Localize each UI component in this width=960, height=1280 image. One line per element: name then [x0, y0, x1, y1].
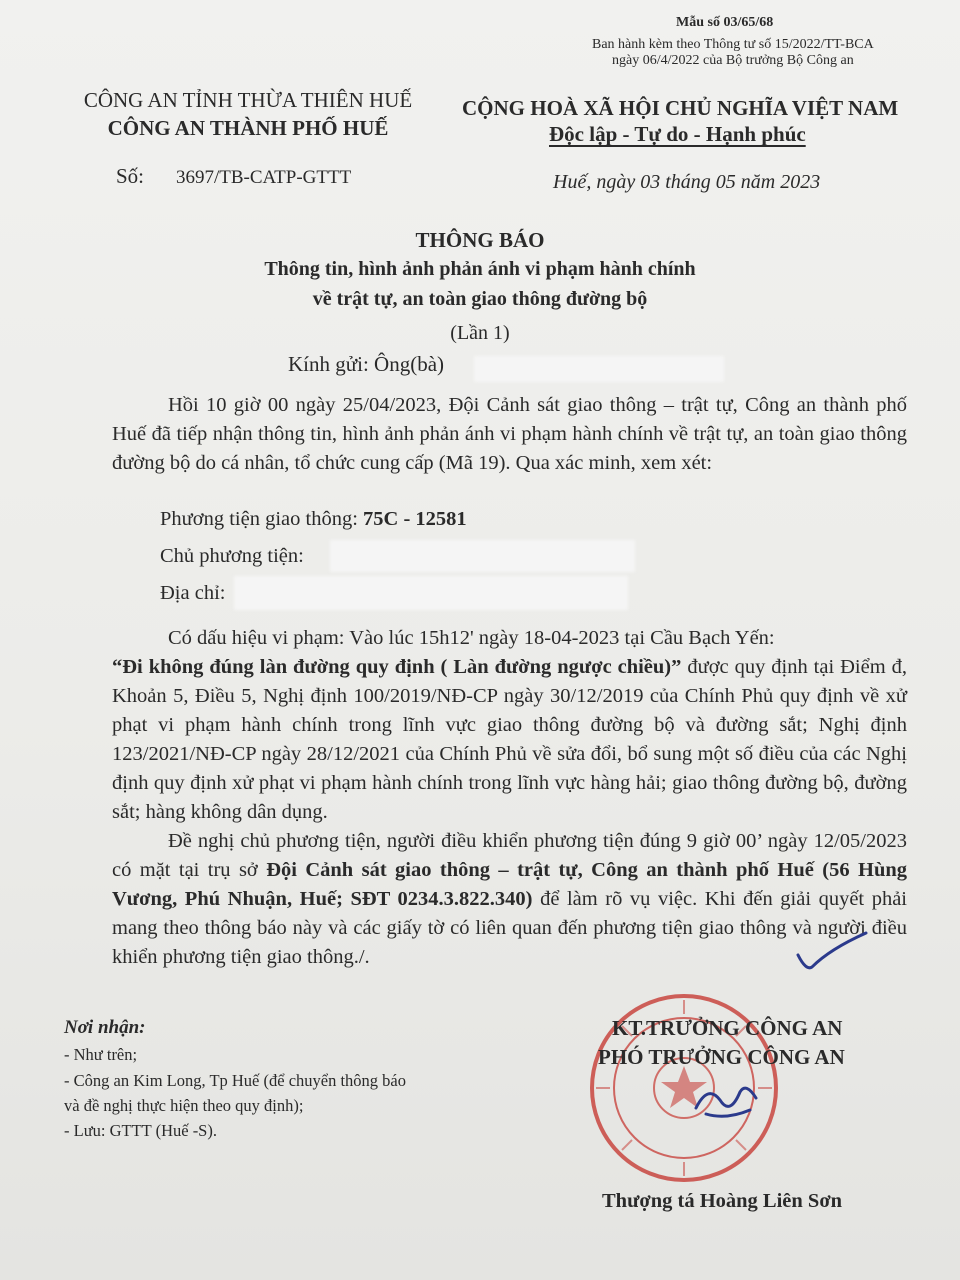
vehicle-plate: 75C - 12581	[363, 508, 467, 530]
recipient-label: Kính gửi: Ông(bà)	[288, 352, 445, 376]
doc-subtitle-2: về trật tự, an toàn giao thông đường bộ	[312, 288, 648, 310]
issuing-organization	[74, 86, 422, 142]
address-label: Địa chỉ:	[160, 582, 226, 604]
doc-notice-count: (Lần 1)	[450, 322, 510, 344]
national-title: CỘNG HOÀ XÃ HỘI CHỦ NGHĨA VIỆT NAM	[462, 96, 899, 120]
recipient-item: - Công an Kim Long, Tp Huế (để chuyển thông báo	[64, 1071, 407, 1090]
intro-text: Hồi 10 giờ 00 ngày 25/04/2023, Đội Cảnh sát giao thông – trật tự, Công an thành phố Huế đã tiếp nhận thông tin, hình ảnh phản ánh vi phạm hành chính về trật tự, an toàn giao thông đường bộ do cá nhân, tổ chức cung cấp (Mã 19). Qua xác minh, xem xét:	[112, 394, 907, 474]
redacted-address	[234, 576, 628, 610]
recipient-item: - Như trên;	[64, 1045, 138, 1064]
vehicle-row	[160, 508, 467, 531]
request-text-2: để làm rõ vụ việc. Khi đến giải quyết phải mang theo thông báo này và các giấy tờ có liên quan đến phương tiện giao thông và người điều khiển phương tiện giao thông./.	[112, 888, 907, 968]
violation-description: “Đi không đúng làn đường quy định ( Làn đường ngược chiều)”	[112, 656, 682, 678]
form-issued-line-2: ngày 06/4/2022 của Bộ trưởng Bộ Công an	[612, 53, 854, 68]
recipient-item: - Lưu: GTTT (Huế -S).	[64, 1121, 217, 1140]
owner-label: Chủ phương tiện:	[160, 545, 304, 567]
request-text-1: Đề nghị chủ phương tiện, người điều khiển phương tiện đúng 9 giờ 00’ ngày 12/05/2023 có mặt tại trụ sở	[112, 830, 907, 881]
handwritten-signature-icon	[686, 1070, 766, 1130]
checkmark-icon	[790, 915, 870, 975]
form-issued-line-1: Ban hành kèm theo Thông tư số 15/2022/TT-BCA	[592, 37, 874, 52]
signature-title-1: KT.TRƯỞNG CÔNG AN	[612, 1016, 843, 1040]
org-name: CÔNG AN THÀNH PHỐ HUẾ	[107, 116, 389, 140]
recipient-item: và đề nghị thực hiện theo quy định);	[64, 1096, 304, 1115]
request-location: Đội Cảnh sát giao thông – trật tự, Công an thành phố Huế (56 Hùng Vương, Phú Nhuận, Huế; SĐT 0234.3.822.340)	[112, 859, 908, 910]
doc-title: THÔNG BÁO	[415, 228, 545, 252]
redacted-recipient	[474, 356, 724, 382]
doc-date: Huế, ngày 03 tháng 05 năm 2023	[553, 171, 821, 193]
violation-paragraph	[112, 624, 907, 827]
signature-title-2: PHÓ TRƯỞNG CÔNG AN	[598, 1045, 845, 1069]
request-paragraph	[112, 827, 907, 972]
org-parent: CÔNG AN TỈNH THỪA THIÊN HUẾ	[83, 88, 413, 112]
form-number: Mẫu số 03/65/68	[676, 15, 774, 30]
national-motto: Độc lập - Tự do - Hạnh phúc	[549, 122, 806, 146]
redacted-owner	[330, 540, 635, 572]
violation-intro: Có dấu hiệu vi phạm: Vào lúc 15h12' ngày 18-04-2023 tại Cầu Bạch Yến:	[168, 627, 775, 649]
recipients-heading: Nơi nhận:	[64, 1017, 146, 1038]
doc-number: 3697/TB-CATP-GTTT	[176, 167, 352, 188]
vehicle-label: Phương tiện giao thông:	[160, 508, 358, 530]
signer-name: Thượng tá Hoàng Liên Sơn	[602, 1190, 843, 1212]
body-paragraph-1	[112, 391, 907, 478]
violation-legal-basis: được quy định tại Điểm đ, Khoản 5, Điều 5, Nghị định 100/2019/NĐ-CP ngày 30/12/2019 của Chính Phủ quy định về xử phạt vi phạm hành chính trong lĩnh vực giao thông đường bộ và đường sắt; Nghị định 123/2021/NĐ-CP ngày 28/12/2021 của Chính Phủ về sửa đổi, bổ sung một số điều của các Nghị định quy định xử phạt vi phạm hành chính trong lĩnh vực hàng hải; giao thông đường bộ, đường sắt; hàng không dân dụng.	[112, 656, 907, 823]
doc-subtitle-1: Thông tin, hình ảnh phản ánh vi phạm hành chính	[264, 258, 696, 280]
doc-number-label: Số:	[116, 164, 145, 188]
